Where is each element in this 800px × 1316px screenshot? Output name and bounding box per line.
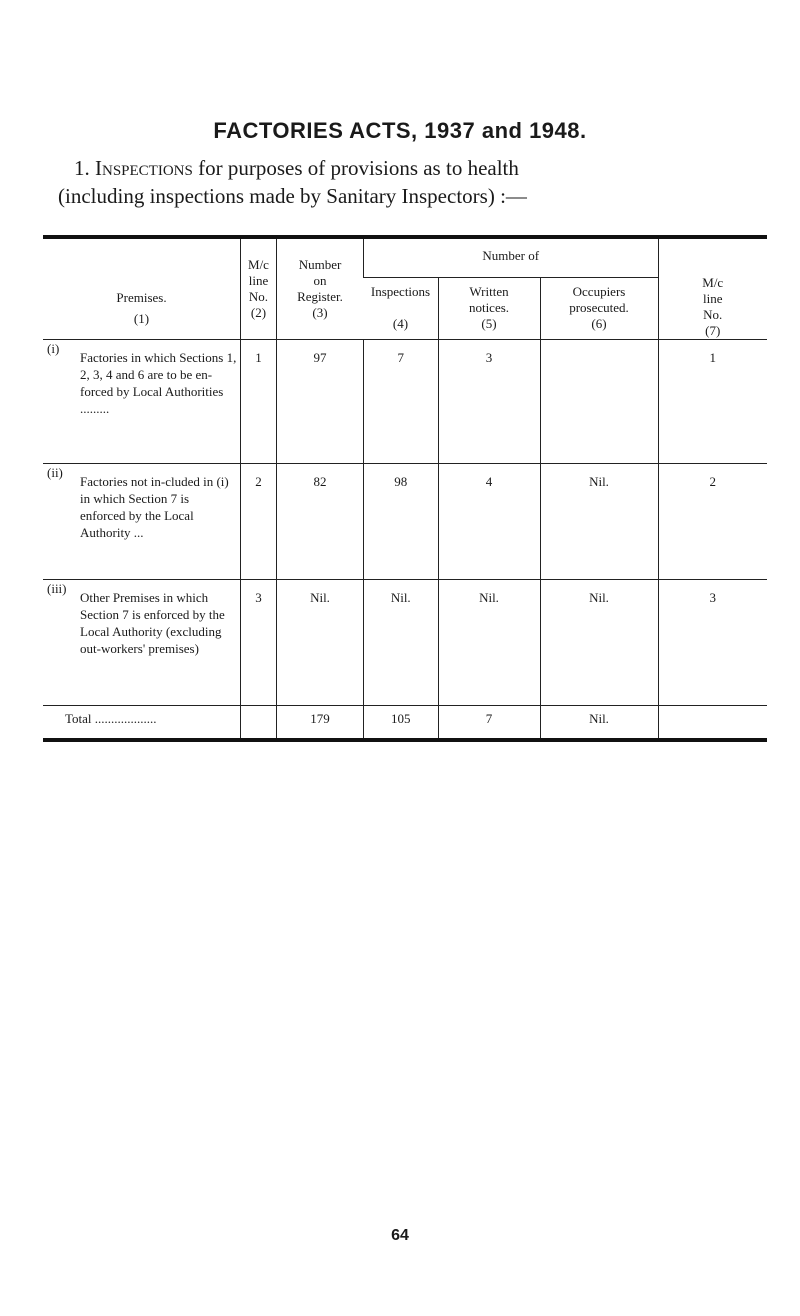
header-occupiers-2: prosecuted. <box>569 299 629 315</box>
total-written-notices: 7 <box>438 706 540 741</box>
header-inspections-label: Inspections <box>370 283 431 299</box>
header-mc-line-3: No. <box>248 289 269 304</box>
cell-mc-line-7: 2 <box>658 464 767 580</box>
header-written-notices <box>438 277 540 339</box>
subtitle-lead: Inspections <box>95 156 193 180</box>
row-label-text: Other Premises in which Section 7 is enforced by the Local Authority (excluding out-workers' premises) <box>80 590 225 656</box>
header-mc7-3: No. <box>703 307 723 322</box>
header-written-2: notices. <box>468 299 510 315</box>
header-mc-line-4: (2) <box>250 305 267 320</box>
header-occupiers-prosecuted <box>540 277 658 339</box>
header-mc7-2: line <box>703 291 723 306</box>
header-occupiers-1: Occupiers <box>572 283 626 299</box>
cell-register: Nil. <box>277 580 364 706</box>
header-register-4: (3) <box>312 305 328 320</box>
cell-written-notices: 3 <box>438 340 540 464</box>
cell-register: 97 <box>277 340 364 464</box>
header-inspections <box>364 277 439 339</box>
total-occupiers: Nil. <box>540 706 658 741</box>
section-subtitle <box>58 154 768 210</box>
header-premises <box>43 237 241 340</box>
header-written-3: (5) <box>481 315 497 331</box>
cell-written-notices: Nil. <box>438 580 540 706</box>
row-label-text: Factories in which Sections 1, 2, 3, 4 and 6 are to be en-forced by Local Authorities ......... <box>80 350 237 416</box>
row-roman: (iii) <box>47 581 67 596</box>
header-mc-line-7 <box>658 237 767 340</box>
total-label: Total ................... <box>43 706 241 741</box>
cell-mc-line: 2 <box>241 464 277 580</box>
cell-mc-line-7: 3 <box>658 580 767 706</box>
row-label-text: Factories not in-cluded in (i) in which Section 7 is enforced by the Local Authority ... <box>80 474 229 540</box>
total-mc-line-7 <box>658 706 767 741</box>
total-row <box>43 706 767 741</box>
cell-occupiers <box>540 340 658 464</box>
header-written-1: Written <box>469 283 509 299</box>
cell-register: 82 <box>277 464 364 580</box>
header-premises-label: Premises. <box>116 290 167 305</box>
header-inspections-number: (4) <box>392 315 409 331</box>
header-register <box>277 237 364 340</box>
subtitle-line1-rest: for purposes of provisions as to health <box>198 156 519 180</box>
header-mc7-1: M/c <box>702 275 724 290</box>
table-row <box>43 464 767 580</box>
subtitle-number: 1. <box>74 156 90 180</box>
subtitle-line-1 <box>58 154 768 182</box>
header-mc-line-1: M/c <box>248 257 269 272</box>
cell-inspections: 7 <box>364 340 439 464</box>
cell-occupiers: Nil. <box>540 464 658 580</box>
table-row <box>43 340 767 464</box>
header-register-1: Number <box>298 257 342 272</box>
header-occupiers-3: (6) <box>591 315 607 331</box>
header-mc-line-2: line <box>248 273 269 288</box>
subtitle-line-2: (including inspections made by Sanitary Inspectors) :— <box>58 184 527 208</box>
header-number-of: Number of <box>364 237 659 277</box>
header-register-3: Register. <box>297 289 343 304</box>
header-mc7-4: (7) <box>705 323 721 338</box>
total-inspections: 105 <box>364 706 439 741</box>
row-roman: (i) <box>47 341 60 356</box>
total-register: 179 <box>277 706 364 741</box>
cell-inspections: Nil. <box>364 580 439 706</box>
header-mc-line <box>241 237 277 340</box>
total-mc-line <box>241 706 277 741</box>
cell-mc-line: 1 <box>241 340 277 464</box>
header-register-2: on <box>313 273 327 288</box>
row-roman: (ii) <box>47 465 63 480</box>
row-label <box>43 580 241 706</box>
cell-occupiers: Nil. <box>540 580 658 706</box>
cell-mc-line: 3 <box>241 580 277 706</box>
header-premises-number: (1) <box>133 311 150 326</box>
row-label <box>43 340 241 464</box>
cell-written-notices: 4 <box>438 464 540 580</box>
page-number: 64 <box>391 1227 409 1244</box>
row-label <box>43 464 241 580</box>
table-header-row <box>43 237 767 277</box>
table-row <box>43 580 767 706</box>
cell-inspections: 98 <box>364 464 439 580</box>
cell-mc-line-7: 1 <box>658 340 767 464</box>
inspections-table <box>43 235 767 742</box>
page-heading: FACTORIES ACTS, 1937 and 1948. <box>213 118 587 143</box>
